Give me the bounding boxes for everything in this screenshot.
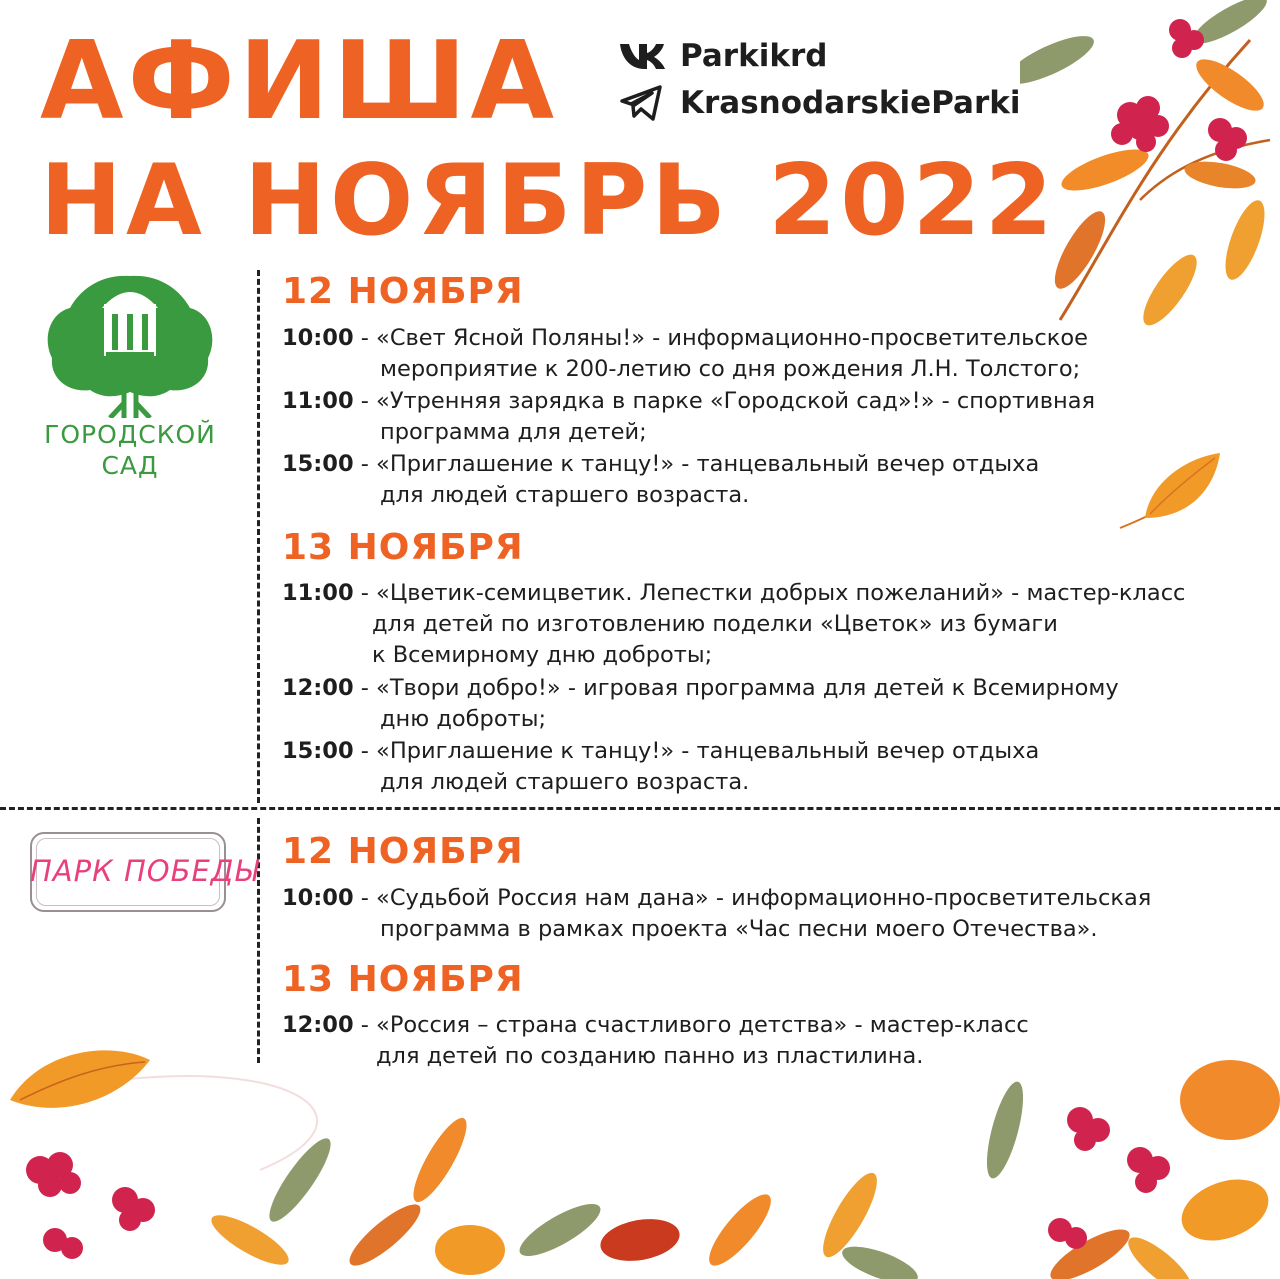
event-time: 12:00 <box>282 1012 354 1038</box>
horizontal-divider <box>0 807 1280 810</box>
page-title-line1: АФИША <box>40 19 559 144</box>
event-item <box>282 578 1185 671</box>
event-text-cont: программа в рамках проекта «Час песни моего Отечества». <box>380 916 1098 942</box>
day-heading: 12 НОЯБРЯ <box>282 831 524 872</box>
event-time: 10:00 <box>282 885 354 911</box>
event-text: - «Приглашение к танцу!» - танцевальный вечер отдыха <box>353 451 1040 477</box>
event-item <box>282 386 1095 448</box>
event-text-cont: для людей старшего возраста. <box>380 482 750 508</box>
event-item <box>282 673 1119 735</box>
tree-logo-icon <box>40 268 220 418</box>
event-text-cont: для людей старшего возраста. <box>380 769 750 795</box>
event-text-cont: дню доброты; <box>380 706 547 732</box>
event-time: 15:00 <box>282 738 354 764</box>
gorodskoy-sad-logo <box>40 268 220 483</box>
park-pobedy-logo <box>30 832 260 912</box>
social-vk-label: Parkikrd <box>680 38 828 74</box>
social-vk-link[interactable] <box>618 38 827 74</box>
vertical-divider <box>257 270 260 803</box>
event-time: 15:00 <box>282 451 354 477</box>
event-item <box>282 1010 1029 1072</box>
event-text: - «Твори добро!» - игровая программа для детей к Всемирному <box>353 675 1119 701</box>
event-time: 12:00 <box>282 675 354 701</box>
page-title-line2: НА НОЯБРЬ 2022 <box>40 144 1057 258</box>
event-text: - «Россия – страна счастливого детства» - мастер-класс <box>353 1012 1029 1038</box>
logo-text: ПАРК ПОБЕДЫ <box>30 854 260 888</box>
event-text: - «Свет Ясной Поляны!» - информационно-просветительское <box>353 325 1088 351</box>
social-telegram-link[interactable] <box>618 84 1021 122</box>
logo-text-line2: САД <box>101 451 159 480</box>
social-telegram-label: KrasnodarskieParki <box>680 85 1021 121</box>
day-heading: 13 НОЯБРЯ <box>282 527 524 568</box>
event-text-cont: мероприятие к 200-летию со дня рождения Л.Н. Толстого; <box>380 356 1081 382</box>
event-text-cont: программа для детей; <box>380 419 647 445</box>
event-item <box>282 736 1039 798</box>
event-text: - «Утренняя зарядка в парке «Городской сад»!» - спортивная <box>353 388 1096 414</box>
event-item <box>282 449 1039 511</box>
event-text: - «Цветик-семицветик. Лепестки добрых пожеланий» - мастер-класс <box>353 580 1186 606</box>
event-text: - «Приглашение к танцу!» - танцевальный вечер отдыха <box>353 738 1040 764</box>
autumn-decor-bottom <box>0 1040 1280 1279</box>
event-item <box>282 323 1088 385</box>
day-heading: 13 НОЯБРЯ <box>282 959 524 1000</box>
vk-icon <box>618 42 666 70</box>
event-time: 11:00 <box>282 580 354 606</box>
event-item <box>282 883 1151 945</box>
autumn-decor-top-right <box>1020 0 1280 330</box>
event-time: 11:00 <box>282 388 354 414</box>
day-heading: 12 НОЯБРЯ <box>282 271 524 312</box>
logo-text-line1: ГОРОДСКОЙ <box>44 420 216 449</box>
leaf-icon <box>1115 448 1225 533</box>
telegram-icon <box>618 84 666 122</box>
event-text-cont: для детей по созданию панно из пластилина. <box>376 1043 924 1069</box>
event-time: 10:00 <box>282 325 354 351</box>
event-text-cont: к Всемирному дню доброты; <box>372 642 713 668</box>
event-text-cont: для детей по изготовлению поделки «Цветок» из бумаги <box>372 611 1058 637</box>
event-text: - «Судьбой Россия нам дана» - информационно-просветительская <box>353 885 1152 911</box>
